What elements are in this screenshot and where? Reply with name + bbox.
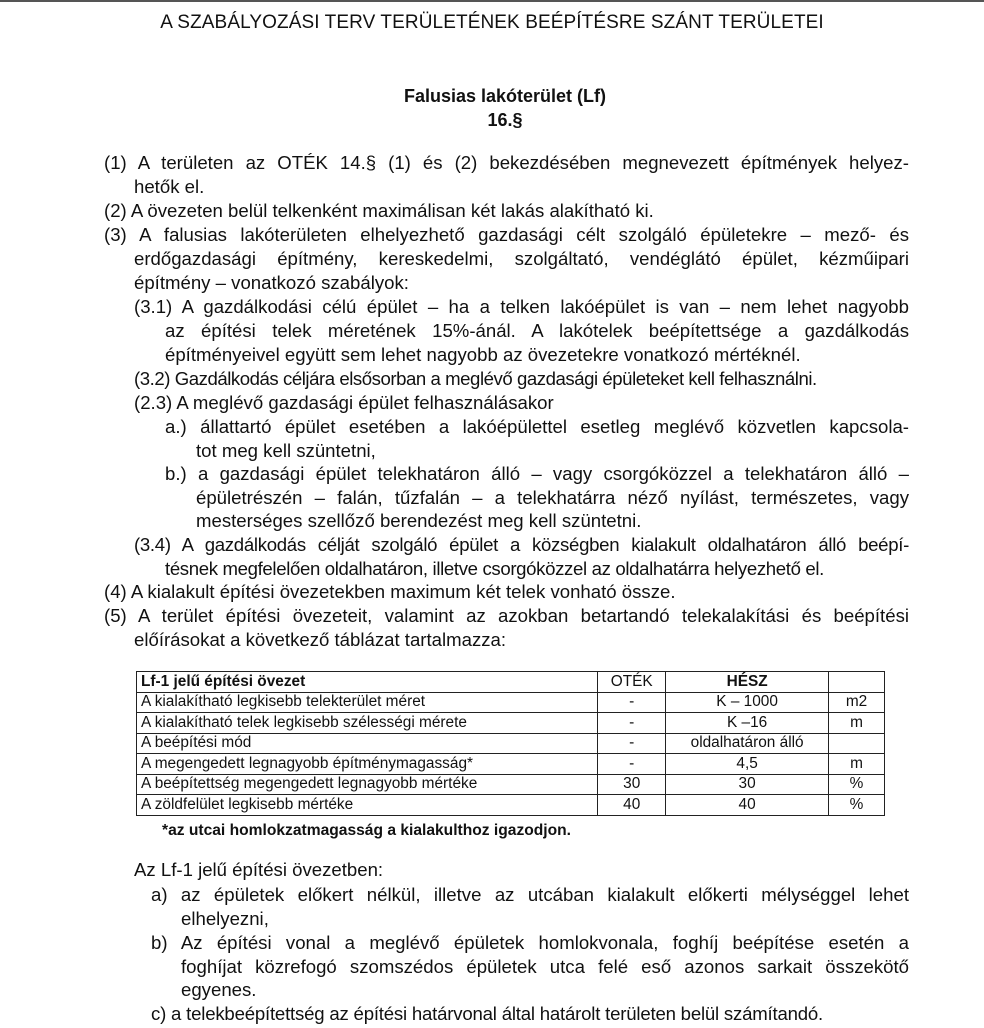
table-cell: 30 [666, 774, 829, 795]
paragraph-2-3: (2.3) A meglévő gazdasági épület felhasználásakor [134, 392, 554, 413]
table-cell: m2 [829, 692, 885, 713]
table-cell: A kialakítható telek legkisebb szélességi mérete [137, 713, 598, 734]
table-header-cell: HÉSZ [666, 672, 829, 693]
table-cell: 40 [598, 795, 666, 816]
paragraph-3-4-line-1: (3.4) A gazdálkodás célját szolgáló épület a községben kialakult oldalhatáron álló beépí- [134, 534, 909, 555]
table-row [137, 795, 885, 816]
table-cell: A beépítettség megengedett legnagyobb mértéke [137, 774, 598, 795]
table-row [137, 733, 885, 754]
table-cell: m [829, 713, 885, 734]
paragraph-2: (2) A övezeten belül telkenként maximálisan két lakás alakítható ki. [104, 200, 654, 221]
paragraph-1-line-1: (1) A területen az OTÉK 14.§ (1) és (2) bekezdésében megnevezett építmények helyez- [104, 152, 909, 173]
item-a-line-2: tot meg kell szüntetni, [196, 440, 376, 461]
table-row [137, 692, 885, 713]
table-cell: m [829, 754, 885, 775]
paragraph-3-2: (3.2) Gazdálkodás céljára elsősorban a meglévő gazdasági épületeket kell felhasználni. [134, 368, 817, 389]
paragraph-3-1-line-2: az építési telek méretének 15%-ánál. A lakótelek beépítettsége a gazdálkodás [165, 320, 909, 341]
table-cell: - [598, 692, 666, 713]
table-cell: % [829, 774, 885, 795]
item-b-line-2: épületrészén – falán, tűzfalán – a telekhatárra néző nyílást, természetes, vagy [196, 487, 909, 508]
table-cell: % [829, 795, 885, 816]
item-b-line-3: mesterséges szellőző berendezést meg kell szüntetni. [196, 510, 642, 531]
rule-b-line-3: egyenes. [181, 979, 257, 1000]
table-cell: A kialakítható legkisebb telekterület méret [137, 692, 598, 713]
table-cell: - [598, 733, 666, 754]
table-header-cell: OTÉK [598, 672, 666, 693]
table-cell: - [598, 713, 666, 734]
table-row [137, 774, 885, 795]
table-cell [829, 733, 885, 754]
paragraph-3-line-1: (3) A falusias lakóterületen elhelyezhető gazdasági célt szolgáló épületekre – mező- és [104, 224, 909, 245]
paragraph-1-line-2: hetők el. [134, 176, 205, 197]
table-cell: K –16 [666, 713, 829, 734]
item-a-line-1: a.) állattartó épület esetében a lakóépülettel esetleg meglévő közvetlen kapcsola- [165, 416, 909, 437]
rule-a-line-1: a) az épületek előkert nélkül, illetve az utcában kialakult előkerti mélységgel lehet [151, 884, 909, 905]
rule-a-line-2: elhelyezni, [181, 908, 269, 929]
table-cell: 30 [598, 774, 666, 795]
table-cell: 4,5 [666, 754, 829, 775]
table-cell: K – 1000 [666, 692, 829, 713]
zone-rules-intro: Az Lf-1 jelű építési övezetben: [134, 859, 384, 880]
table-cell: A zöldfelület legkisebb mértéke [137, 795, 598, 816]
section-title: Falusias lakóterület (Lf) [403, 86, 607, 106]
table-cell: A megengedett legnagyobb építménymagasság* [137, 754, 598, 775]
section-number: 16.§ [487, 110, 523, 130]
table-footnote: *az utcai homlokzatmagasság a kialakulthoz igazodjon. [162, 822, 572, 839]
table-header-row [137, 672, 885, 693]
table-row [137, 754, 885, 775]
table-header-cell: Lf-1 jelű építési övezet [137, 672, 598, 693]
table-row [137, 713, 885, 734]
table-cell: 40 [666, 795, 829, 816]
paragraph-3-4-line-2: tésnek megfelelően oldalhatáron, illetve csorgóközzel az oldalhatárra helyezhető el. [165, 558, 824, 579]
paragraph-3-line-3: építmény – vonatkozó szabályok: [134, 272, 409, 293]
rule-b-line-1: b) Az építési vonal a meglévő épületek homlokvonala, foghíj beépítése esetén a [151, 932, 909, 953]
paragraph-4: (4) A kialakult építési övezetekben maximum két telek vonható össze. [104, 581, 676, 602]
paragraph-5-line-1: (5) A terület építési övezeteit, valamint az azokban betartandó telekalakítási és beépítési [104, 605, 909, 626]
table-cell: A beépítési mód [137, 733, 598, 754]
zoning-table [136, 671, 885, 816]
paragraph-5-line-2: előírásokat a következő táblázat tartalmazza: [134, 629, 507, 650]
page-header: A SZABÁLYOZÁSI TERV TERÜLETÉNEK BEÉPÍTÉSRE SZÁNT TERÜLETEI [160, 12, 824, 33]
top-rule [0, 0, 984, 2]
paragraph-3-line-2: erdőgazdasági építmény, kereskedelmi, szolgáltató, vendéglátó épület, kézműipari [134, 248, 909, 269]
paragraph-3-1-line-1: (3.1) A gazdálkodási célú épület – ha a telken lakóépület is van – nem lehet nagyobb [134, 296, 909, 317]
table-cell: oldalhatáron álló [666, 733, 829, 754]
table-cell: - [598, 754, 666, 775]
section-heading [0, 84, 984, 132]
table-header-cell [829, 672, 885, 693]
rule-b-line-2: foghíjat közrefogó szomszédos épületek utca felé eső azonos sarkait összekötő [181, 956, 909, 977]
paragraph-3-1-line-3: építményeivel együtt sem lehet nagyobb az övezetekre vonatkozó mértéknél. [165, 344, 801, 365]
rule-c-line-1: c) a telekbeépítettség az építési határvonal által határolt területen belül számítandó. [151, 1003, 824, 1024]
item-b-line-1: b.) a gazdasági épület telekhatáron álló – vagy csorgóközzel a telekhatáron álló – [165, 463, 909, 484]
